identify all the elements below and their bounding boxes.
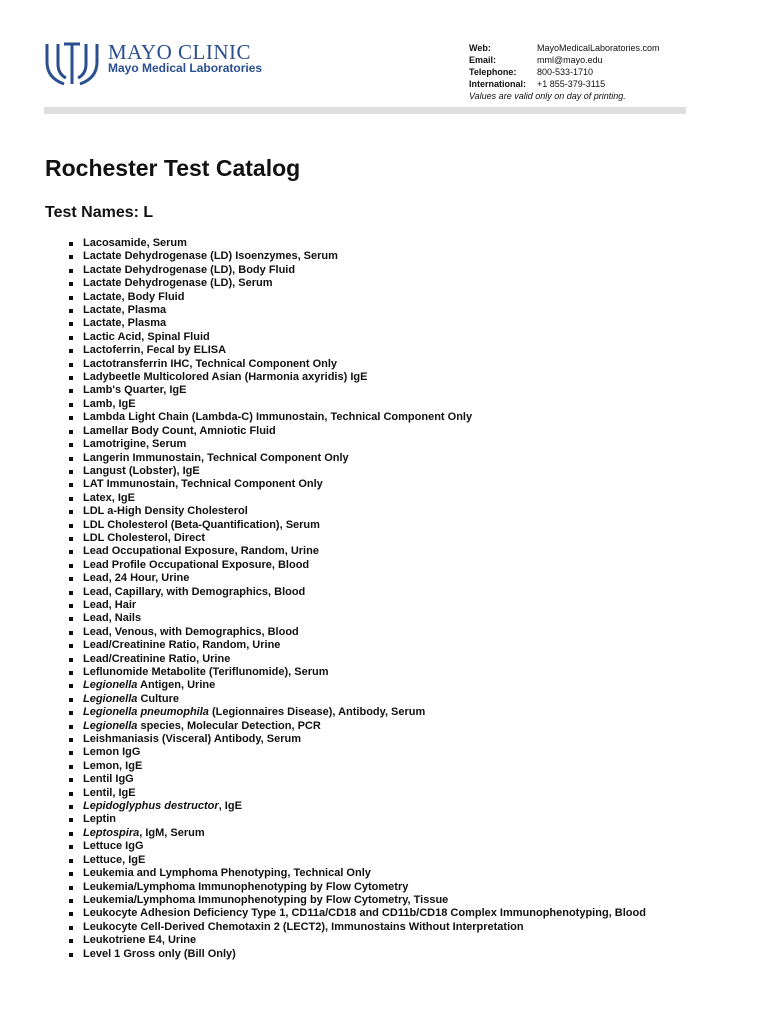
- list-bullet-icon: [69, 269, 73, 273]
- list-bullet-icon: [69, 537, 73, 541]
- test-name-text: Lead, 24 Hour, Urine: [83, 572, 190, 585]
- list-bullet-icon: [69, 457, 73, 461]
- test-list-item[interactable]: [68, 425, 668, 438]
- test-list-item[interactable]: [68, 411, 668, 424]
- test-list-item[interactable]: [68, 599, 668, 612]
- test-name-text: Lettuce, IgE: [83, 853, 146, 866]
- list-bullet-icon: [69, 524, 73, 528]
- list-bullet-icon: [69, 510, 73, 514]
- list-bullet-icon: [69, 376, 73, 380]
- test-name-text: Leukemia/Lymphoma Immunophenotyping by Flow Cytometry, Tissue: [83, 893, 449, 906]
- test-name-italic: Legionella: [83, 719, 138, 732]
- test-list-item[interactable]: [68, 733, 668, 746]
- test-list-item[interactable]: [68, 545, 668, 558]
- web-link[interactable]: MayoMedicalLaboratories.com: [537, 43, 660, 53]
- test-name-text: Leptin: [83, 813, 116, 826]
- test-list-item[interactable]: [68, 237, 668, 250]
- list-bullet-icon: [69, 309, 73, 313]
- list-bullet-icon: [69, 617, 73, 621]
- test-list-item[interactable]: [68, 760, 668, 773]
- test-name-text: Lamellar Body Count, Amniotic Fluid: [83, 424, 276, 437]
- test-list-item[interactable]: [68, 384, 668, 397]
- test-list-item[interactable]: [68, 331, 668, 344]
- test-name-text: Lactate Dehydrogenase (LD), Serum: [83, 277, 273, 290]
- test-name-text: Leishmaniasis (Visceral) Antibody, Serum: [83, 733, 302, 746]
- test-name-text: Lead, Hair: [83, 598, 137, 611]
- list-bullet-icon: [69, 470, 73, 474]
- test-name-text: Leukotriene E4, Urine: [83, 934, 197, 947]
- test-name-text: Lactate, Plasma: [83, 317, 167, 330]
- list-bullet-icon: [69, 403, 73, 407]
- test-list-item[interactable]: [68, 720, 668, 733]
- test-list-item[interactable]: [68, 398, 668, 411]
- international-label: International:: [469, 79, 527, 89]
- contact-email-row: [469, 54, 709, 66]
- list-bullet-icon: [69, 765, 73, 769]
- test-name-italic: Legionella: [83, 692, 138, 705]
- test-name-text: Lamb's Quarter, IgE: [83, 384, 187, 397]
- web-label: Web:: [469, 43, 491, 53]
- test-list-item[interactable]: [68, 894, 668, 907]
- list-bullet-icon: [69, 818, 73, 822]
- test-name-text: Ladybeetle Multicolored Asian (Harmonia axyridis) IgE: [83, 371, 368, 384]
- list-bullet-icon: [69, 711, 73, 715]
- test-list-item[interactable]: [68, 478, 668, 491]
- test-list-item[interactable]: [68, 773, 668, 786]
- list-bullet-icon: [69, 845, 73, 849]
- test-name-text: Lactic Acid, Spinal Fluid: [83, 330, 210, 343]
- test-name-text: Leukemia and Lymphoma Phenotyping, Technical Only: [83, 867, 371, 880]
- test-name-text: Lead Profile Occupational Exposure, Blood: [83, 558, 310, 571]
- test-name-text: Lambda Light Chain (Lambda-C) Immunostain, Technical Component Only: [83, 411, 473, 424]
- telephone-value: 800-533-1710: [537, 67, 594, 77]
- test-name-text: Lactate, Body Fluid: [83, 290, 185, 303]
- list-bullet-icon: [69, 430, 73, 434]
- list-bullet-icon: [69, 282, 73, 286]
- email-label: Email:: [469, 55, 497, 65]
- test-list-item[interactable]: [68, 291, 668, 304]
- test-name-text: Antigen, Urine: [137, 679, 216, 692]
- test-name-list: [68, 237, 668, 961]
- test-name-text: Lentil IgG: [83, 773, 134, 786]
- list-bullet-icon: [69, 564, 73, 568]
- list-bullet-icon: [69, 792, 73, 796]
- test-list-item[interactable]: [68, 317, 668, 330]
- contact-block: [469, 42, 709, 102]
- brand-name: MAYO CLINIC: [108, 40, 251, 64]
- test-list-item[interactable]: [68, 639, 668, 652]
- test-name-text: Lead, Capillary, with Demographics, Blood: [83, 585, 306, 598]
- list-bullet-icon: [69, 577, 73, 581]
- test-list-item[interactable]: [68, 277, 668, 290]
- test-name-text: , IgE: [218, 800, 242, 813]
- list-bullet-icon: [69, 604, 73, 608]
- test-name-text: LDL a-High Density Cholesterol: [83, 505, 248, 518]
- test-list-item[interactable]: [68, 532, 668, 545]
- test-list-item[interactable]: [68, 465, 668, 478]
- list-bullet-icon: [69, 886, 73, 890]
- test-name-text: Lactotransferrin IHC, Technical Component Only: [83, 357, 338, 370]
- contact-web-row: [469, 42, 709, 54]
- test-list-item[interactable]: [68, 626, 668, 639]
- test-name-text: LDL Cholesterol, Direct: [83, 531, 206, 544]
- list-bullet-icon: [69, 751, 73, 755]
- page-header: [44, 38, 686, 102]
- list-bullet-icon: [69, 939, 73, 943]
- section-title: Test Names: L: [45, 204, 154, 221]
- telephone-label: Telephone:: [469, 67, 517, 77]
- test-list-item[interactable]: [68, 304, 668, 317]
- list-bullet-icon: [69, 738, 73, 742]
- test-list-item[interactable]: [68, 452, 668, 465]
- test-list-item[interactable]: [68, 653, 668, 666]
- test-list-item[interactable]: [68, 746, 668, 759]
- test-list-item[interactable]: [68, 827, 668, 840]
- list-bullet-icon: [69, 698, 73, 702]
- test-list-item[interactable]: [68, 840, 668, 853]
- test-name-italic: Leptospira: [83, 826, 140, 839]
- test-name-text: Lead, Venous, with Demographics, Blood: [83, 625, 299, 638]
- test-name-text: Lead/Creatinine Ratio, Random, Urine: [83, 639, 281, 652]
- list-bullet-icon: [69, 349, 73, 353]
- mayo-clinic-logo: [44, 40, 284, 86]
- test-name-text: Lacosamide, Serum: [83, 237, 187, 249]
- test-name-text: Lead/Creatinine Ratio, Urine: [83, 652, 231, 665]
- test-list-item[interactable]: [68, 921, 668, 934]
- list-bullet-icon: [69, 363, 73, 367]
- test-name-text: Langerin Immunostain, Technical Component Only: [83, 451, 349, 464]
- list-bullet-icon: [69, 631, 73, 635]
- test-name-text: Lactoferrin, Fecal by ELISA: [83, 344, 227, 357]
- test-list-item[interactable]: [68, 559, 668, 572]
- test-name-text: LAT Immunostain, Technical Component Only: [83, 478, 323, 491]
- list-bullet-icon: [69, 242, 73, 246]
- test-list-item[interactable]: [68, 934, 668, 947]
- test-name-text: Lead Occupational Exposure, Random, Urine: [83, 545, 319, 558]
- test-name-text: Lamb, IgE: [83, 397, 136, 410]
- test-name-text: (Legionnaires Disease), Antibody, Serum: [208, 706, 426, 719]
- brand-subtitle: Mayo Medical Laboratories: [108, 61, 263, 75]
- list-bullet-icon: [69, 671, 73, 675]
- list-bullet-icon: [69, 725, 73, 729]
- test-name-text: Lemon, IgE: [83, 759, 143, 772]
- test-name-text: Culture: [137, 692, 179, 705]
- test-name-text: Leflunomide Metabolite (Teriflunomide), Serum: [83, 666, 329, 678]
- list-bullet-icon: [69, 926, 73, 930]
- test-list-item[interactable]: [68, 666, 668, 679]
- test-name-italic: Legionella: [83, 679, 138, 692]
- list-bullet-icon: [69, 389, 73, 393]
- list-bullet-icon: [69, 296, 73, 300]
- test-name-italic: Lepidoglyphus destructor: [83, 800, 219, 813]
- list-bullet-icon: [69, 497, 73, 501]
- test-list-item[interactable]: [68, 264, 668, 277]
- list-bullet-icon: [69, 859, 73, 863]
- test-list-item[interactable]: [68, 572, 668, 585]
- test-name-text: Lactate Dehydrogenase (LD), Body Fluid: [83, 263, 296, 276]
- test-list-item[interactable]: [68, 586, 668, 599]
- test-list-item[interactable]: [68, 854, 668, 867]
- list-bullet-icon: [69, 684, 73, 688]
- mayo-shield-icon: [44, 40, 100, 86]
- test-name-text: Lettuce IgG: [83, 840, 144, 853]
- list-bullet-icon: [69, 832, 73, 836]
- test-name-italic: Legionella pneumophila: [83, 706, 209, 719]
- test-name-text: Lactate, Plasma: [83, 304, 167, 317]
- page-title: Rochester Test Catalog: [45, 155, 301, 181]
- test-list-item[interactable]: [68, 693, 668, 706]
- test-list-item[interactable]: [68, 948, 668, 961]
- test-list-item[interactable]: [68, 371, 668, 384]
- test-list-item[interactable]: [68, 881, 668, 894]
- test-name-text: species, Molecular Detection, PCR: [137, 719, 321, 732]
- test-list-item[interactable]: [68, 907, 668, 920]
- test-list-item[interactable]: [68, 250, 668, 263]
- test-name-text: LDL Cholesterol (Beta-Quantification), Serum: [83, 518, 320, 531]
- test-name-text: Latex, IgE: [83, 491, 135, 504]
- test-list-item[interactable]: [68, 706, 668, 719]
- email-link[interactable]: mml@mayo.edu: [537, 55, 603, 65]
- test-list-item[interactable]: [68, 867, 668, 880]
- list-bullet-icon: [69, 953, 73, 957]
- test-name-text: Lemon IgG: [83, 746, 141, 759]
- test-list-item[interactable]: [68, 505, 668, 518]
- test-name-text: Lentil, IgE: [83, 786, 136, 799]
- list-bullet-icon: [69, 644, 73, 648]
- test-name-text: Lead, Nails: [83, 612, 142, 625]
- test-name-text: Leukocyte Adhesion Deficiency Type 1, CD11a/CD18 and CD11b/CD18 Complex Immunophenotyping, Blood: [83, 907, 646, 920]
- test-list-item[interactable]: [68, 787, 668, 800]
- list-bullet-icon: [69, 443, 73, 447]
- list-bullet-icon: [69, 912, 73, 916]
- test-name-text: Lactate Dehydrogenase (LD) Isoenzymes, Serum: [83, 250, 338, 263]
- list-bullet-icon: [69, 805, 73, 809]
- list-bullet-icon: [69, 550, 73, 554]
- test-name-text: Level 1 Gross only (Bill Only): [83, 947, 236, 960]
- test-list-item[interactable]: [68, 358, 668, 371]
- test-list-item[interactable]: [68, 492, 668, 505]
- test-name-text: Leukocyte Cell-Derived Chemotaxin 2 (LECT2), Immunostains Without Interpretation: [83, 920, 524, 933]
- test-list-item[interactable]: [68, 679, 668, 692]
- list-bullet-icon: [69, 899, 73, 903]
- test-name-text: Lamotrigine, Serum: [83, 438, 187, 451]
- test-list-item[interactable]: [68, 438, 668, 451]
- test-list-item[interactable]: [68, 612, 668, 625]
- list-bullet-icon: [69, 255, 73, 259]
- list-bullet-icon: [69, 778, 73, 782]
- contact-telephone-row: [469, 66, 709, 78]
- list-bullet-icon: [69, 591, 73, 595]
- test-name-text: , IgM, Serum: [139, 826, 205, 839]
- list-bullet-icon: [69, 336, 73, 340]
- header-divider: [44, 107, 686, 114]
- list-bullet-icon: [69, 322, 73, 326]
- list-bullet-icon: [69, 483, 73, 487]
- list-bullet-icon: [69, 416, 73, 420]
- contact-international-row: [469, 78, 709, 90]
- list-bullet-icon: [69, 872, 73, 876]
- test-list-item[interactable]: [68, 519, 668, 532]
- test-list-item[interactable]: [68, 800, 668, 813]
- list-bullet-icon: [69, 658, 73, 662]
- test-list-item[interactable]: [68, 813, 668, 826]
- validity-note: Values are valid only on day of printing.: [469, 91, 626, 101]
- test-name-text: Leukemia/Lymphoma Immunophenotyping by Flow Cytometry: [83, 880, 409, 893]
- test-name-text: Langust (Lobster), IgE: [83, 464, 200, 477]
- international-value: +1 855-379-3115: [537, 79, 606, 89]
- test-list-item[interactable]: [68, 344, 668, 357]
